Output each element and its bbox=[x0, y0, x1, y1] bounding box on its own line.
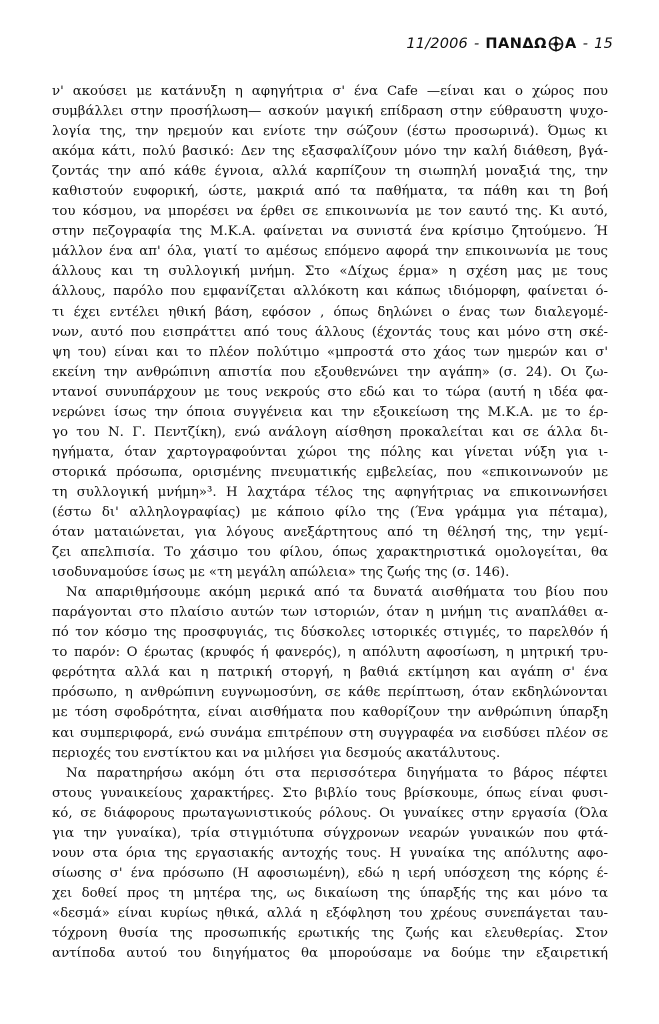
text-line: περιοχές του ενστίκτου και να μιλήσει για δεσμούς ακατάλυτους. bbox=[52, 745, 501, 761]
text-line: ψη του) είναι και το πλέον πολύτιμο «μπροστά στο χάος των ημερών και σ' bbox=[52, 344, 608, 360]
page-number: 15 bbox=[594, 36, 613, 52]
text-line: κό, σε διάφορους πρωταγωνιστικούς ρόλους. Οι γυναίκες στην εργασία (Όλα bbox=[52, 805, 608, 821]
text-line: άλλους και τη συλλογική μνήμη. Στο «Δίχως έρμα» η σχέση μας με τους bbox=[52, 264, 608, 280]
pandora-logo-icon bbox=[548, 36, 564, 52]
text-line: ακόμα κάτι, πολύ βασικό: Δεν της εξασφαλίζουν μόνο την καλή διάθεση, βγά- bbox=[52, 144, 608, 160]
text-line: πό τον κόσμο της προσφυγιάς, τις δύσκολες ιστορικές στιγμές, το παρελθόν ή bbox=[52, 625, 608, 641]
text-line: Να παρατηρήσω ακόμη ότι στα περισσότερα διηγήματα το βάρος πέφτει bbox=[66, 765, 608, 781]
text-line: μάλλον ένα απ' όλα, γιατί το αμέσως επόμενο αφορά την επικοινωνία με τους bbox=[52, 244, 608, 260]
text-line: για την γυναίκα), τρία στιγμιότυπα σύγχρονων νεαρών γυναικών που φτά- bbox=[52, 825, 608, 841]
text-line: καθιστούν ευφορική, ώστε, μακριά από τα παθήματα, τα πάθη και τη βοή bbox=[52, 184, 608, 200]
text-line: πρόσωπο, η ανθρώπινη ευγνωμοσύνη, σε κάθε περίπτωση, όταν εκδηλώνονται bbox=[52, 685, 608, 701]
text-line: στορικά πρόσωπα, ορισμένης πνευματικής εμβελείας, που «επικοινωνούν με bbox=[52, 464, 608, 480]
text-line: (έστω δι' αλληλογραφίας) με κάποιο φίλο της (Ένα γράμμα για πέταμα), bbox=[52, 504, 608, 520]
header-separator: - bbox=[582, 36, 589, 52]
text-line: αντίποδα αυτού του διηγήματος θα μπορούσαμε να δούμε την εξαιρετική bbox=[52, 946, 608, 962]
text-line: στους γυναικείους χαρακτήρες. Στο βιβλίο τους βρίσκουμε, όπως είναι φυσι- bbox=[52, 785, 608, 801]
text-line: χει δοθεί προς τη μητέρα της, ως δικαίωση της ύπαρξής της και μόνο τα bbox=[52, 885, 608, 901]
text-line: τι έχει εντέλει ηθική βάση, εφόσον , όπως δηλώνει ο ένας των διαλεγομέ- bbox=[52, 304, 608, 320]
text-line: και συμπεριφορά, ενώ συνάμα επιτρέπουν στη συγγραφέα να εισδύσει πλέον σε bbox=[52, 725, 608, 741]
header-separator: - bbox=[473, 36, 480, 52]
text-line: εκείνη την ανθρώπινη απιστία που εξουθενώνει την αγάπη» (σ. 24). Οι ζω- bbox=[52, 364, 608, 380]
text-line: ισοδυναμούσε ίσως με «τη μεγάλη απώλεια» της ζωής της (σ. 146). bbox=[52, 565, 510, 581]
article-body bbox=[52, 82, 608, 964]
text-line: νουν στα όρια της εργασιακής αντοχής τους. Η γυναίκα της απόλυτης αφο- bbox=[52, 845, 608, 861]
text-line: σίωσης σ' ένα πρόσωπο (Η αφοσιωμένη), εδώ η ιερή υπόσχεση της κόρης έ- bbox=[52, 865, 608, 881]
text-line: τη συλλογική μνήμη»³. Η λαχτάρα τέλος της αφηγήτριας να επικοινωνήσει bbox=[52, 484, 608, 500]
text-line: το παρόν: Ο έρωτας (κρυφός ή φανερός), η απόλυτη αφοσίωση, η μητρική τρυ- bbox=[52, 645, 608, 661]
text-line: ζοντάς την από κάθε έγνοια, αλλά καρπίζουν τη σιωπηλή μοναξιά της, την bbox=[52, 164, 608, 180]
text-line: τόχρονη θυσία της προσωπικής ερωτικής της ζωής και ελευθερίας. Στον bbox=[52, 925, 608, 941]
text-line: ν' ακούσει με κατάνυξη η αφηγήτρια σ' ένα Cafe —είναι και ο χώρος που bbox=[52, 84, 608, 99]
text-line: όταν ματαιώνεται, για λόγους ανεξάρτητους από τη θέλησή της, την γεμί- bbox=[52, 525, 608, 541]
issue-date: 11/2006 bbox=[406, 36, 468, 52]
text-line: Να απαριθμήσουμε ακόμη μερικά από τα δυνατά αισθήματα του βίου που bbox=[66, 585, 608, 601]
text-line: ζει απελπισία. Το χάσιμο του φίλου, όπως χαρακτηριστικά ομολογείται, θα bbox=[52, 545, 608, 561]
text-line: παράγονται στο πλαίσιο αυτών των ιστοριών, όταν η μνήμη τις αναπλάθει α- bbox=[52, 605, 608, 621]
running-header bbox=[406, 36, 613, 52]
text-line: γο του Ν. Γ. Πεντζίκη), ενώ ανάλογη αίσθηση προκαλείται και σε άλλα δι- bbox=[52, 424, 608, 440]
journal-name: ΠΑΝΔΩ Α bbox=[485, 36, 577, 52]
text-line: ντανοί συνυπάρχουν με τους νεκρούς στο εδώ και το τώρα (αυτή η ιδέα φα- bbox=[52, 384, 608, 400]
text-line: συμβάλλει στην προσήλωση— ασκούν μαγική επίδραση στην εύθραυστη ψυχο- bbox=[52, 104, 608, 120]
text-line: με τόση σφοδρότητα, είναι αισθήματα που καθορίζουν την ανθρώπινη ύπαρξη bbox=[52, 705, 608, 721]
text-line: άλλους, παρόλο που εμφανίζεται αλλόκοτη και κάπως ιδιόμορφη, φαίνεται ό- bbox=[52, 284, 608, 300]
text-line: ηγήματα, όταν χαρτογραφούνται χώροι της πόλης και γίνεται νύξη για ι- bbox=[52, 444, 608, 460]
text-line: του κόσμου, να μπορέσει να έρθει σε επικοινωνία με τον εαυτό της. Κι αυτό, bbox=[52, 204, 608, 220]
text-line: στην πεζογραφία της Μ.Κ.Α. φαίνεται να συνιστά ένα κρίσιμο ζητούμενο. Ή bbox=[52, 224, 608, 240]
text-line: λογία της, την ηρεμούν και ενίοτε την σώζουν (έστω προσωρινά). Όμως κι bbox=[52, 124, 608, 140]
text-line: φερότητα αλλά και η πατρική στοργή, η βαθιά εκτίμηση και αγάπη σ' ένα bbox=[52, 665, 608, 681]
text-line: «δεσμά» είναι κυρίως ηθικά, αλλά η εξόφληση του χρέους συνεπάγεται ταυ- bbox=[52, 905, 608, 921]
text-line: νερώνει ίσως την όποια συγγένεια και την εξοικείωση της Μ.Κ.Α. με το έρ- bbox=[52, 404, 608, 420]
text-line: νων, αυτό που εισπράττει από τους άλλους (έχοντάς τους και μόνο στη σκέ- bbox=[52, 324, 608, 340]
